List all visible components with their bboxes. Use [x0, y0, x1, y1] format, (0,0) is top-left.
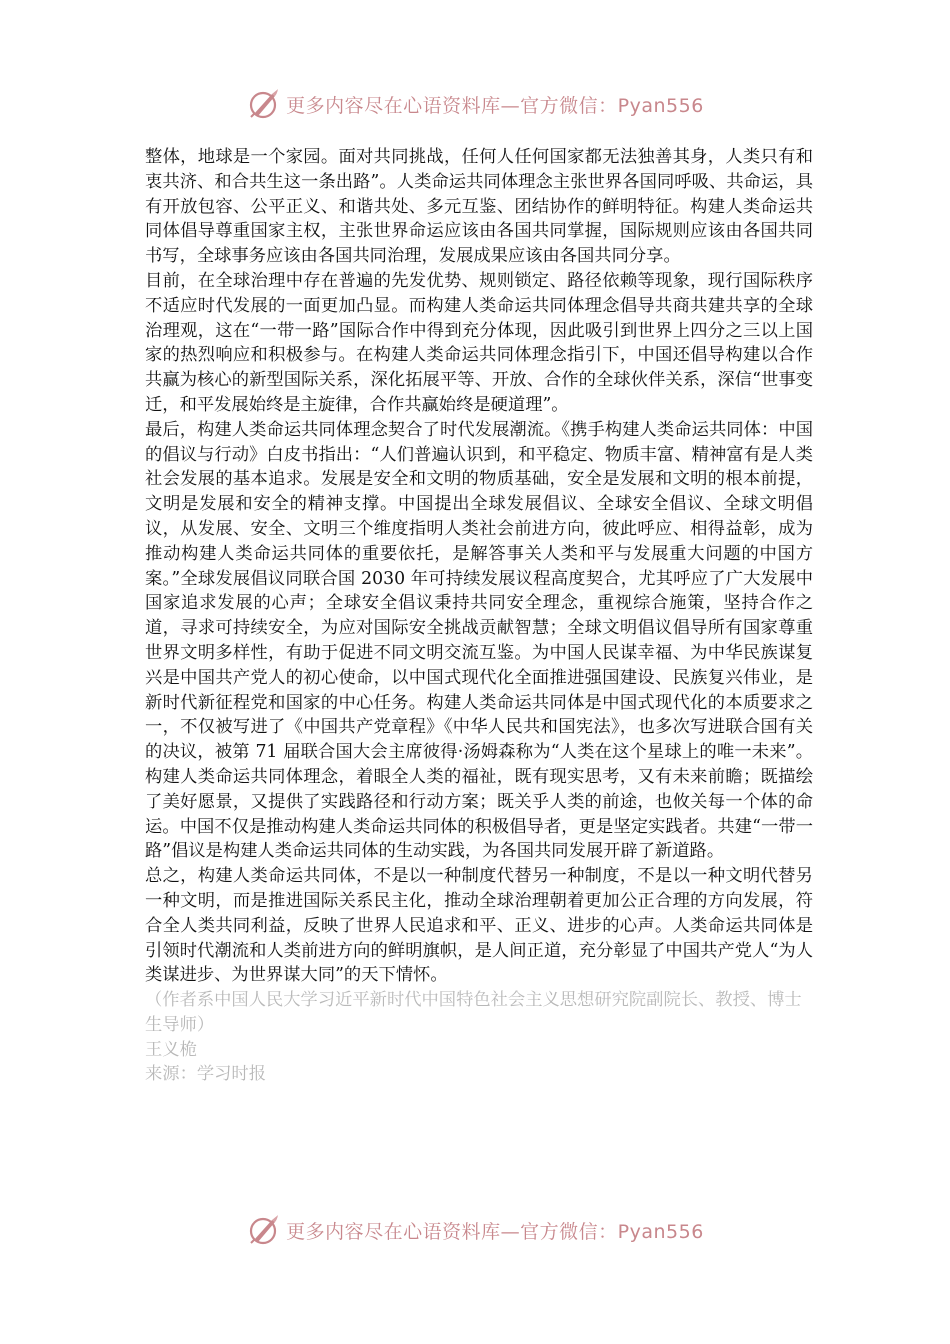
wechat-id: Pyan556	[617, 94, 704, 117]
paragraph: 目前，在全球治理中存在普遍的先发优势、规则锁定、路径依赖等现象，现行国际秩序不适应时代发展的一面更加凸显。而构建人类命运共同体理念倡导共商共建共享的全球治理观，这在“一带一路”国际合作中得到充分体现，因此吸引到世界上四分之三以上国家的热烈响应和积极参与。在构建人类命运共同体理念指引下，中国还倡导构建以合作共赢为核心的新型国际关系，深化拓展平等、开放、合作的全球伙伴关系，深信“世事变迁，和平发展始终是主旋律，合作共赢始终是硬道理”。	[145, 270, 813, 415]
wechat-id: Pyan556	[617, 1220, 704, 1243]
paragraph: 整体，地球是一个家园。面对共同挑战，任何人任何国家都无法独善其身，人类只有和衷共济、和合共生这一条出路”。人类命运共同体理念主张世界各国同呼吸、共命运，具有开放包容、公平正义、和谐共处、多元互鉴、团结协作的鲜明特征。构建人类命运共同体倡导尊重国家主权，主张世界命运应该由各国共同掌握，国际规则应该由各国共同书写，全球事务应该由各国共同治理，发展成果应该由各国共同分享。	[145, 147, 813, 267]
quill-pen-logo-icon	[246, 1213, 280, 1247]
banner-text: 更多内容尽在心语资料库—官方微信：Pyan556	[286, 94, 704, 117]
author-name: 王义桅	[145, 1039, 197, 1060]
header-banner	[0, 84, 950, 124]
banner-content	[246, 87, 704, 121]
paragraph: 最后，构建人类命运共同体理念契合了时代发展潮流。《携手构建人类命运共同体：中国的倡议与行动》白皮书指出：“人们普遍认识到，和平稳定、物质丰富、精神富有是人类社会发展的基本追求。发展是安全和文明的物质基础，安全是发展和文明的根本前提，文明是发展和安全的精神支撑。中国提出全球发展倡议、全球安全倡议、全球文明倡议，从发展、安全、文明三个维度指明人类社会前进方向，彼此呼应、相得益彰，成为推动构建人类命运共同体的重要依托，是解答事关人类和平与发展重大问题的中国方案。”全球发展倡议同联合国 2030 年可持续发展议程高度契合，尤其呼应了广大发展中国家追求发展的心声；全球安全倡议秉持共同安全理念，重视综合施策，坚持合作之道，寻求可持续安全，为应对国际安全挑战贡献智慧；全球文明倡议倡导所有国家尊重世界文明多样性，有助于促进不同文明交流互鉴。为中国人民谋幸福、为中华民族谋复兴是中国共产党人的初心使命，以中国式现代化全面推进强国建设、民族复兴伟业，是新时代新征程党和国家的中心任务。构建人类命运共同体是中国式现代化的本质要求之一，不仅被写进了《中国共产党章程》《中华人民共和国宪法》，也多次写进联合国有关的决议，被第 71 届联合国大会主席彼得·汤姆森称为“人类在这个星球上的唯一未来”。构建人类命运共同体理念，着眼全人类的福祉，既有现实思考，又有未来前瞻；既描绘了美好愿景，又提供了实践路径和行动方案；既关乎人类的前途，也攸关每一个体的命运。中国不仅是推动构建人类命运共同体的积极倡导者，更是坚定实践者。共建“一带一路”倡议是构建人类命运共同体的生动实践，为各国共同发展开辟了新道路。	[145, 419, 813, 862]
banner-text: 更多内容尽在心语资料库—官方微信：Pyan556	[286, 1220, 704, 1243]
footer-banner	[0, 1210, 950, 1250]
banner-content	[246, 1213, 704, 1247]
author-note: （作者系中国人民大学习近平新时代中国特色社会主义思想研究院副院长、教授、博士生导师）	[145, 990, 802, 1035]
paragraph: 总之，构建人类命运共同体，不是以一种制度代替另一种制度，不是以一种文明代替另一种文明，而是推进国际关系民主化，推动全球治理朝着更加公正合理的方向发展，符合全人类共同利益，反映了世界人民追求和平、正义、进步的心声。人类命运共同体是引领时代潮流和人类前进方向的鲜明旗帜，是人间正道，充分彰显了中国共产党人“为人类谋进步、为世界谋大同”的天下情怀。	[145, 866, 813, 986]
quill-pen-logo-icon	[246, 87, 280, 121]
source-line: 来源：学习时报	[145, 1064, 266, 1085]
article-body	[145, 145, 813, 1087]
